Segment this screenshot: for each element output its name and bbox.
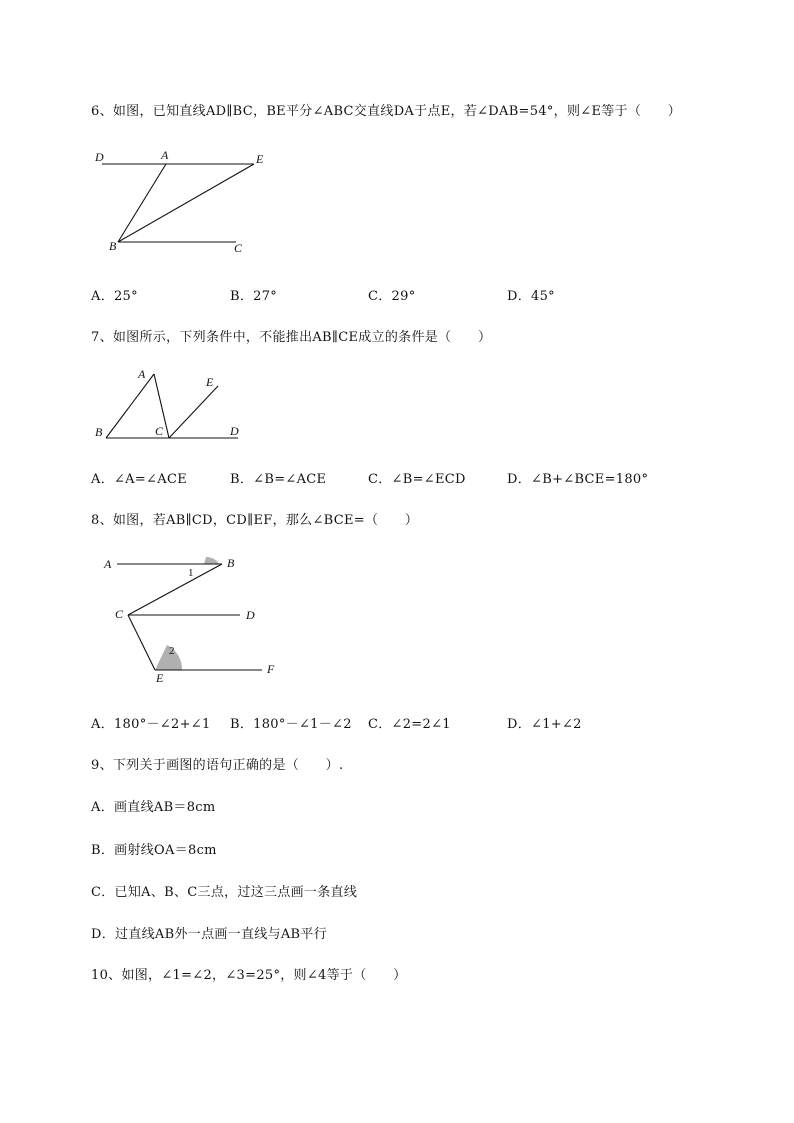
figure-q6 [90, 145, 290, 255]
question-10-text: 10、如图，∠1=∠2，∠3=25°，则∠4等于（ ） [91, 968, 407, 983]
label-e: E [206, 375, 214, 389]
figure-q7 [92, 364, 262, 444]
q9-option-a[interactable]: A．画直线AB＝8cm [91, 800, 216, 815]
question-9-text: 9、下列关于画图的语句正确的是（ ）. [91, 758, 344, 773]
label-d: D [230, 424, 239, 438]
q6-option-a[interactable]: A．25° [91, 289, 138, 304]
question-8-text: 8、如图，若AB∥CD，CD∥EF，那么∠BCE=（ ） [91, 513, 419, 528]
line-ce [169, 386, 218, 438]
q9-option-b[interactable]: B．画射线OA＝8cm [91, 843, 217, 858]
q8-option-a[interactable]: A．180°－∠2+∠1 [91, 717, 211, 732]
label-angle-2: 2 [169, 645, 175, 657]
label-c: C [155, 424, 164, 438]
label-e: E [156, 671, 164, 685]
label-f: F [267, 662, 275, 676]
label-angle-1: 1 [188, 567, 194, 579]
q9-option-c[interactable]: C．已知A、B、C三点，过这三点画一条直线 [91, 885, 358, 900]
q7-option-a[interactable]: A．∠A=∠ACE [91, 472, 187, 487]
label-b: B [109, 239, 117, 253]
q8-option-d[interactable]: D．∠1+∠2 [507, 717, 582, 732]
label-c: C [234, 241, 243, 255]
figure-q8 [100, 548, 300, 688]
angle-1-marker [204, 557, 219, 564]
label-e: E [256, 152, 264, 166]
q7-option-c[interactable]: C．∠B=∠ECD [368, 472, 466, 487]
q7-option-d[interactable]: D．∠B+∠BCE=180° [507, 472, 649, 487]
q6-option-d[interactable]: D．45° [507, 289, 555, 304]
q7-option-b[interactable]: B．∠B=∠ACE [230, 472, 327, 487]
label-c: C [115, 607, 124, 621]
q6-option-b[interactable]: B．27° [230, 289, 278, 304]
label-a: A [104, 557, 112, 571]
label-a: A [138, 367, 146, 381]
label-d: D [246, 608, 255, 622]
q9-option-d[interactable]: D．过直线AB外一点画一直线与AB平行 [91, 927, 328, 942]
line-ab [118, 164, 166, 242]
label-b: B [95, 425, 103, 439]
label-a: A [161, 148, 169, 162]
q8-option-c[interactable]: C．∠2=2∠1 [368, 717, 451, 732]
question-6-text: 6、如图，已知直线AD∥BC，BE平分∠ABC交直线DA于点E，若∠DAB=54°，则∠E等于（ ） [91, 104, 682, 119]
line-bc [128, 564, 222, 615]
line-be [118, 164, 254, 242]
label-b: B [227, 556, 235, 570]
line-ba [106, 374, 154, 438]
label-d: D [95, 150, 104, 164]
q8-option-b[interactable]: B．180°－∠1－∠2 [230, 717, 352, 732]
question-7-text: 7、如图所示，下列条件中，不能推出AB∥CE成立的条件是（ ） [91, 330, 492, 345]
q6-option-c[interactable]: C．29° [368, 289, 416, 304]
line-ce [128, 615, 155, 670]
